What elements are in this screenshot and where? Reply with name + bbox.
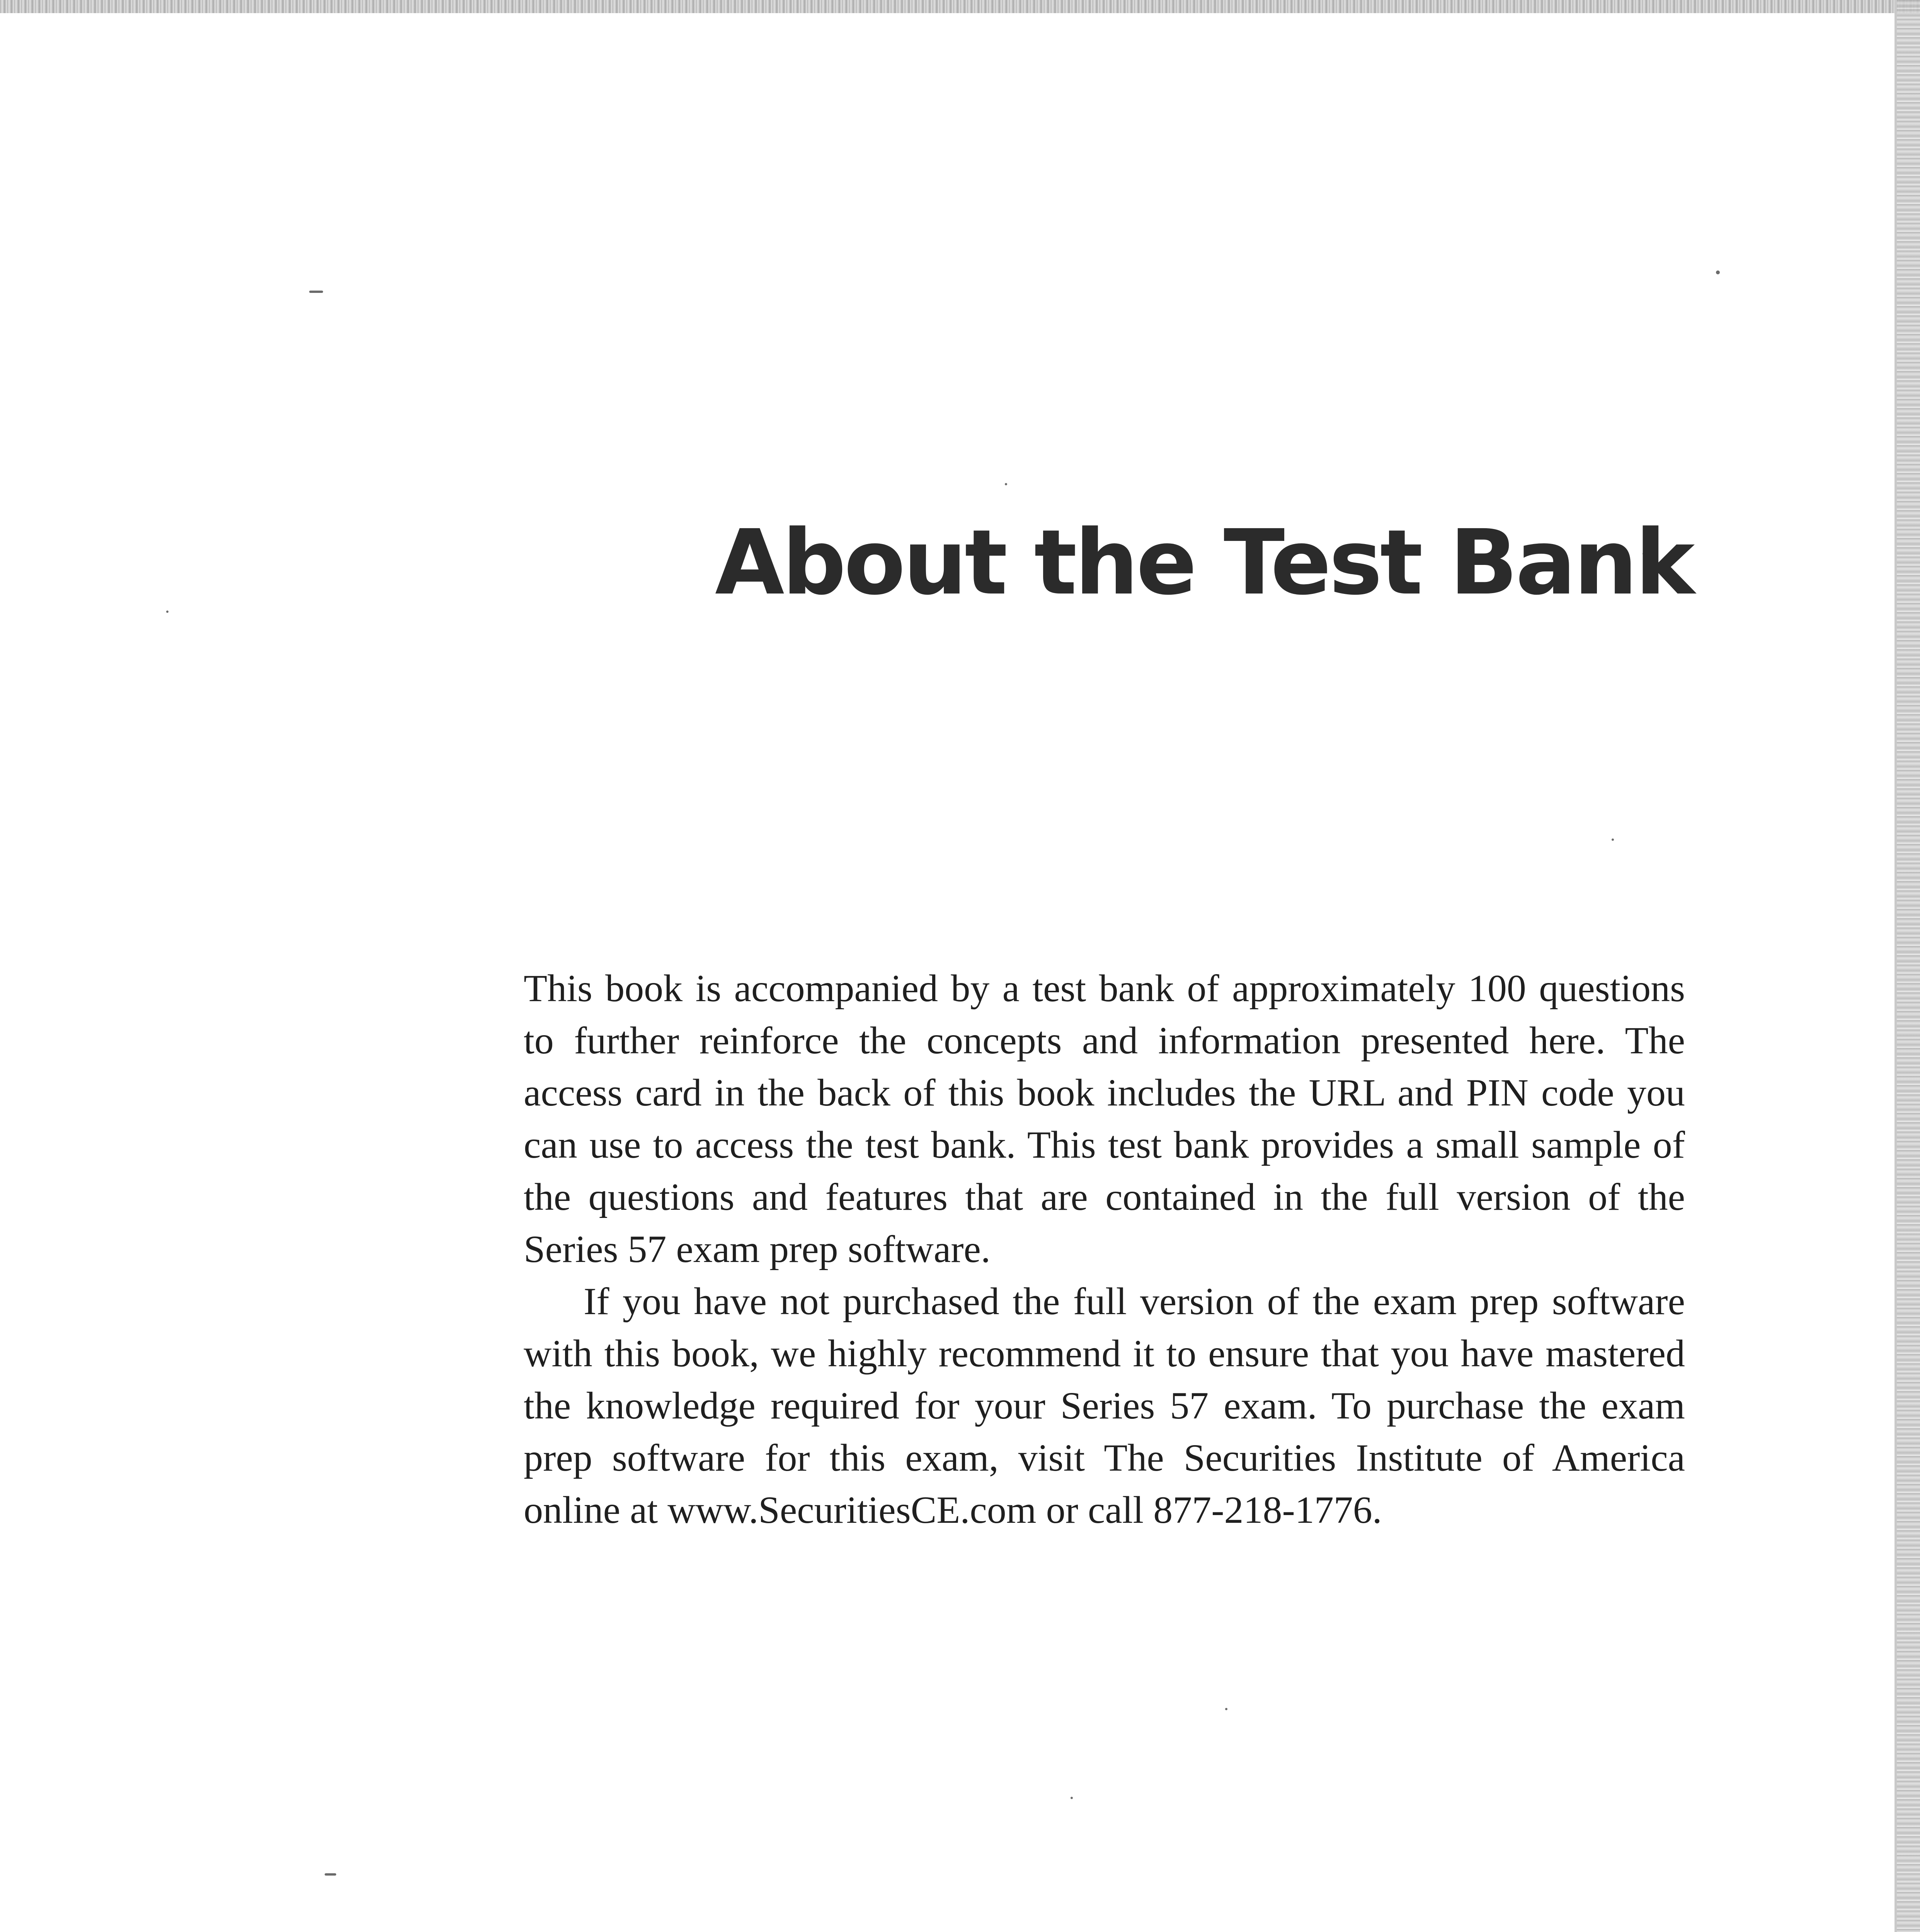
- scan-speck: [325, 1873, 336, 1876]
- scan-speck: [1612, 838, 1614, 841]
- scan-speck: [166, 611, 169, 613]
- scan-speck: [1005, 483, 1007, 485]
- scan-top-edge: [0, 0, 1920, 13]
- paragraph: This book is accompanied by a test bank of approximately 100 questions to further reinforce the concepts and information presented here. The access card in the back of this book includes the URL and PIN code you can use to access the test bank. This test bank provides a small sample of the questions and features that are contained in the full version of the Series 57 exam prep software.: [524, 967, 1685, 1270]
- page-title: About the Test Bank: [715, 510, 1693, 615]
- scan-right-edge: [1897, 0, 1920, 1932]
- body-text: [524, 962, 1685, 1536]
- scan-speck: [1225, 1708, 1227, 1710]
- scan-speck: [1716, 270, 1720, 274]
- scan-speck: [309, 291, 323, 293]
- scan-speck: [1071, 1797, 1073, 1799]
- paragraph: If you have not purchased the full version of the exam prep software with this book, we highly recommend it to ensure that you have mastered the knowledge required for your Series 57 exam. To purchase the exam prep software for this exam, visit The Securities Institute of America online at www.SecuritiesCE.com or call 877-218-1776.: [524, 1280, 1685, 1531]
